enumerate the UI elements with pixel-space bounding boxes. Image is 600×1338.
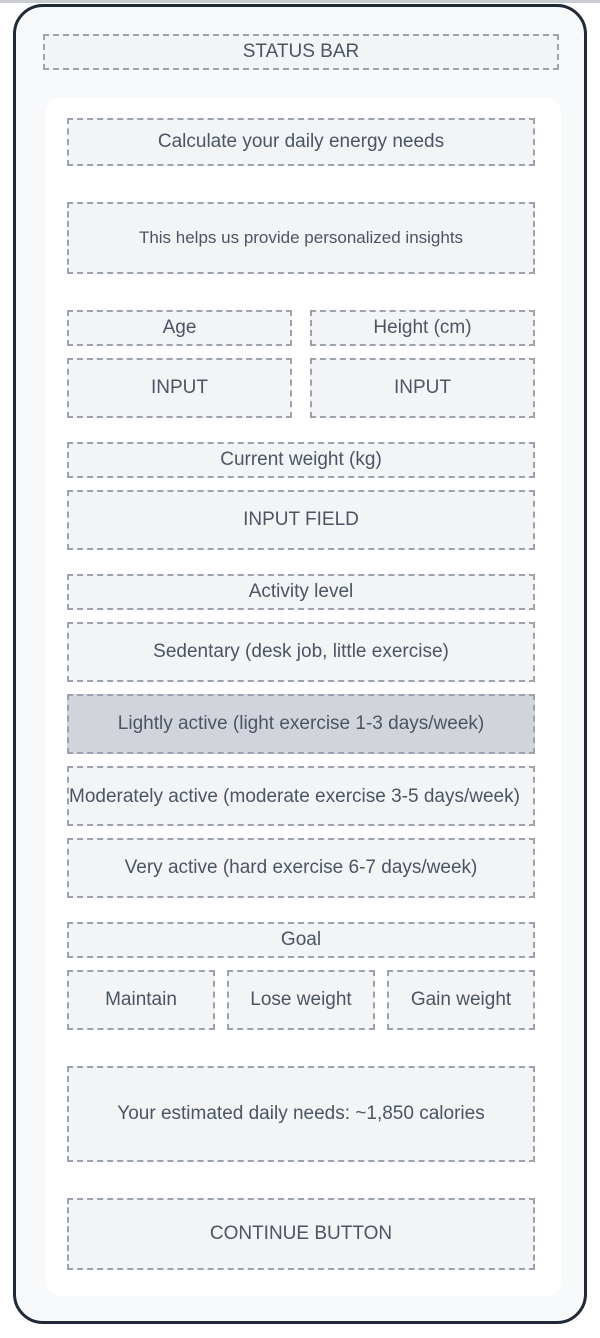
page-title: Calculate your daily energy needs [67,118,535,166]
activity-option-very-active[interactable]: Very active (hard exercise 6-7 days/week) [67,838,535,898]
phone-frame [13,4,587,1324]
activity-option-lightly-active[interactable]: Lightly active (light exercise 1-3 days/week) [67,694,535,754]
weight-label: Current weight (kg) [67,442,535,478]
goal-option-maintain[interactable]: Maintain [67,970,215,1030]
height-label: Height (cm) [310,310,535,346]
goal-label: Goal [67,922,535,958]
continue-button[interactable]: CONTINUE BUTTON [67,1198,535,1270]
activity-option-sedentary[interactable]: Sedentary (desk job, little exercise) [67,622,535,682]
top-edge-line [0,0,600,3]
status-bar: STATUS BAR [43,34,559,70]
age-input[interactable]: INPUT [67,358,292,418]
estimated-calories: Your estimated daily needs: ~1,850 calories [67,1066,535,1162]
goal-option-gain-weight[interactable]: Gain weight [387,970,535,1030]
page-subtitle: This helps us provide personalized insights [67,202,535,274]
activity-option-moderately-active[interactable]: Moderately active (moderate exercise 3-5 days/week) [67,766,535,826]
height-input[interactable]: INPUT [310,358,535,418]
goal-option-lose-weight[interactable]: Lose weight [227,970,375,1030]
age-label: Age [67,310,292,346]
weight-input[interactable]: INPUT FIELD [67,490,535,550]
activity-level-label: Activity level [67,574,535,610]
